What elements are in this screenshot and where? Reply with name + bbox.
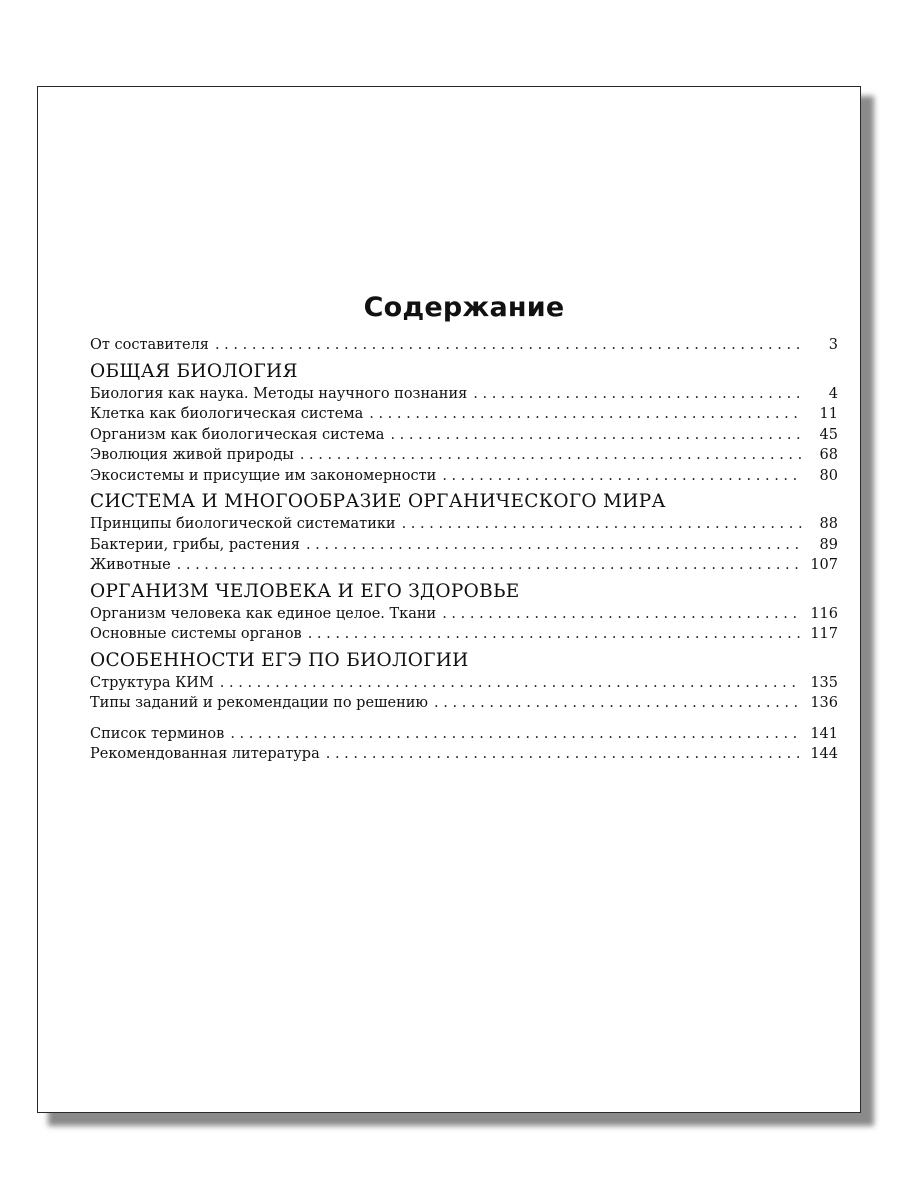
toc-entry[interactable] [90, 673, 838, 694]
toc-entry-label: Бактерии, грибы, растения [90, 536, 300, 553]
dot-leader [434, 693, 802, 714]
dot-leader [442, 604, 802, 625]
toc-entry[interactable] [90, 404, 838, 425]
section-heading-general-biology[interactable]: ОБЩАЯ БИОЛОГИЯ [90, 360, 298, 382]
toc-entry-page: 45 [819, 426, 838, 443]
toc-entry-page: 107 [810, 557, 838, 573]
toc-entry-page: 135 [810, 674, 838, 691]
toc-entry-label: Рекомендованная литература [90, 746, 320, 762]
toc-entry-page: 80 [819, 467, 838, 484]
section-heading-human-body[interactable]: ОРГАНИЗМ ЧЕЛОВЕКА И ЕГО ЗДОРОВЬЕ [90, 580, 520, 602]
dot-leader [230, 724, 802, 745]
dot-leader [442, 466, 802, 487]
section-heading-exam-features[interactable]: ОСОБЕННОСТИ ЕГЭ ПО БИОЛОГИИ [90, 649, 469, 671]
toc-entry-page: 141 [810, 725, 838, 742]
dot-leader [326, 744, 802, 765]
toc-entry[interactable] [90, 514, 838, 535]
toc-entry-page: 136 [810, 695, 838, 711]
toc-entry-label: Животные [90, 557, 171, 573]
dot-leader [300, 445, 802, 466]
toc-entry[interactable] [90, 384, 838, 405]
toc-entry[interactable] [90, 466, 838, 487]
dot-leader [402, 514, 802, 535]
toc-entry-label: Принципы биологической систематики [90, 516, 396, 532]
toc-entry[interactable] [90, 535, 838, 556]
toc-entry-page: 88 [819, 516, 838, 532]
toc-entry-page: 3 [828, 337, 838, 353]
toc-entry[interactable] [90, 445, 838, 466]
toc-entry-label: Клетка как биологическая система [90, 406, 364, 422]
toc-entry-page: 4 [828, 385, 838, 402]
toc-entry-label: Организм как биологическая система [90, 426, 385, 443]
toc-title: Содержание [363, 292, 565, 323]
toc-entry-label: Эволюция живой природы [90, 447, 294, 463]
toc-entry-page: 116 [810, 605, 838, 622]
document-page [37, 86, 861, 1113]
dot-leader [177, 555, 802, 576]
toc-entry-glossary[interactable] [90, 724, 838, 745]
dot-leader [390, 425, 802, 446]
toc-entry-intro[interactable] [90, 335, 838, 356]
dot-leader [220, 673, 802, 694]
spacer [90, 714, 838, 724]
toc-entry[interactable] [90, 693, 838, 714]
toc-entry-label: От составителя [90, 337, 209, 353]
toc-entry[interactable] [90, 425, 838, 446]
toc-entry-label: Список терминов [90, 725, 225, 742]
toc-entry-page: 89 [819, 536, 838, 553]
toc-entry[interactable] [90, 604, 838, 625]
toc-entry-label: Биология как наука. Методы научного познания [90, 385, 468, 402]
toc-entry-label: Типы заданий и рекомендации по решению [90, 695, 429, 711]
toc-entry-page: 11 [819, 406, 838, 422]
dot-leader [306, 535, 802, 556]
toc-entry-page: 117 [810, 626, 838, 642]
table-of-contents [90, 292, 838, 765]
dot-leader [308, 624, 802, 645]
toc-entry-page: 144 [810, 746, 838, 762]
toc-entry-label: Организм человека как единое целое. Ткани [90, 605, 437, 622]
section-heading-organic-world[interactable]: СИСТЕМА И МНОГООБРАЗИЕ ОРГАНИЧЕСКОГО МИРА [90, 491, 666, 512]
dot-leader [369, 404, 802, 425]
toc-entry[interactable] [90, 555, 838, 576]
dot-leader [215, 335, 802, 356]
toc-entry-label: Структура КИМ [90, 674, 214, 691]
toc-entry-label: Основные системы органов [90, 626, 302, 642]
toc-entry-literature[interactable] [90, 744, 838, 765]
toc-entry-label: Экосистемы и присущие им закономерности [90, 467, 437, 484]
dot-leader [473, 384, 802, 405]
toc-entry-page: 68 [819, 447, 838, 463]
toc-entry[interactable] [90, 624, 838, 645]
